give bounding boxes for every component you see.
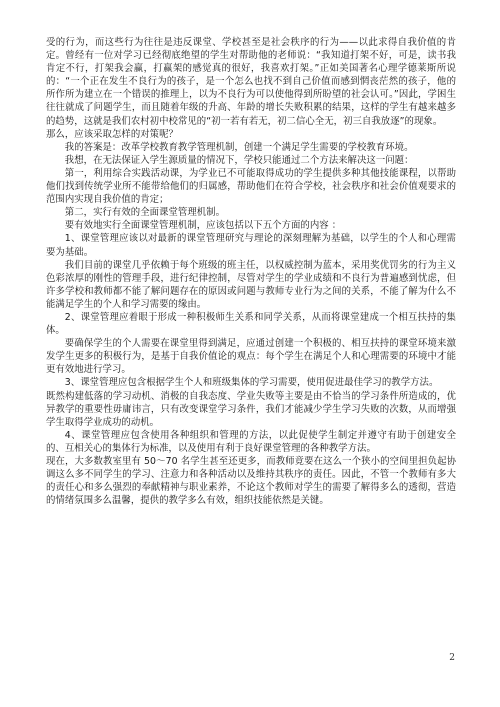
paragraph: 要确保学生的个人需要在课堂里得到满足，应通过创建一个积极的、相互扶持的课堂环境来激发学生更多的积极行为，是基于自我价值论的观点：每个学生在满足个人和心理需要的环境中才能更有效地进行学习。	[46, 338, 456, 376]
paragraph: 第一，利用综合实践活动课，为学业已不可能取得成功的学生提供多种其他技能课程，以帮助他们找到传统学业所不能带给他们的归属感，帮助他们在符合学校，社会秩序和社会价值观要求的范围内实现自我价值的肯定；	[46, 167, 456, 206]
paragraph: 既然构建低落的学习动机、消极的自我态度、学业失败等主要是由不恰当的学习条件所造成的，优异教学的重要性毋庸讳言，只有改变课堂学习条件，我们才能减少学生学习失败的次数，从而增强学生取得学业成功的动机。	[46, 390, 456, 428]
paragraph: 我的答案是：改革学校教育教学管理机制，创建一个满足学生需要的学校教育环境。	[64, 141, 414, 153]
paragraph: 4、课堂管理应包含使用各种组织和管理的方法，以此促使学生制定并遵守有助于创建安全的、互相关心的集体行为标准，以及使用有利于良好课堂管理的各种教学方法。	[46, 429, 456, 454]
paragraph: 我想，在无法保证入学生源质量的情况下，学校只能通过二个方法来解决这一问题：	[64, 154, 414, 166]
paragraph: 1、课堂管理应该以对最新的课堂管理研究与理论的深刻理解为基础，以学生的个人和心理需要为基础。	[46, 233, 456, 258]
paragraph: 那么，应该采取怎样的对策呢？	[46, 128, 178, 140]
paragraph: 2、课堂管理应着眼于形成一种积极师生关系和同学关系，从而将课堂建成一个相互扶持的集体。	[46, 311, 456, 337]
paragraph: 现在，大多数教室里有 50～70 名学生甚至还更多，而教师竟要在这么一个狭小的空间里担负起协调这么多不同学生的学习、注意力和各种活动以及维持其秩序的责任。因此，不管一个教师有多大的责任心和多么强烈的奉献精神与职业素养，不论这个教师对学生的需要了解得多么的透彻，营造的情绪氛围多么温馨，提供的教学多么有效，组织技能依然是关键。	[46, 456, 456, 507]
paragraph: 3、课堂管理应包含根据学生个人和班级集体的学习需要，使用促进最佳学习的教学方法。	[64, 377, 439, 389]
body-text	[46, 36, 456, 507]
paragraph: 要有效地实行全面课堂管理机制，应该包括以下五个方面的内容 ：	[64, 220, 342, 232]
paragraph: 我们目前的课堂几乎依赖于每个班级的班主任，以权威控制为蓝本，采用奖优罚劣的行为主义色彩浓厚的刚性的管理手段，进行纪律控制，尽管对学生的学业成绩和不良行为普遍感到忧虑，但许多学校和教师都不能了解问题存在的原因或问题与教师专业行为之间的关系，不能了解为什么不能满足学生的个人和学习需要的缘由。	[46, 259, 456, 310]
paragraph: 第二，实行有效的全面课堂管理机制。	[64, 207, 226, 219]
page-number: 2	[449, 653, 455, 663]
paragraph: 受的行为，而这些行为往往是违反课堂、学校甚至是社会秩序的行为——以此求得自我价值的肯定。曾经有一位对学习已经彻底绝望的学生对帮助他的老师说：“我知道打架不好，可是，读书我肯定不行，打架我会赢，打赢架的感觉真的很好，我喜欢打架。”正如美国著名心理学德莱斯所说的：“一个正在发生不良行为的孩子，是一个怎么也找不到自己价值而感到惘丧茫然的孩子，他的所作所为建立在一个错误的推理上，以为不良行为可以使他得到所盼望的社会认可。”因此，学困生往往就成了问题学生，而且随着年级的升高、年龄的增长失败积累的结果，这样的学生有越来越多的趋势，这就是我们农村初中校常见的“初一若有若无，初二信心全无，初三自我放逐”的现象。	[46, 37, 456, 127]
